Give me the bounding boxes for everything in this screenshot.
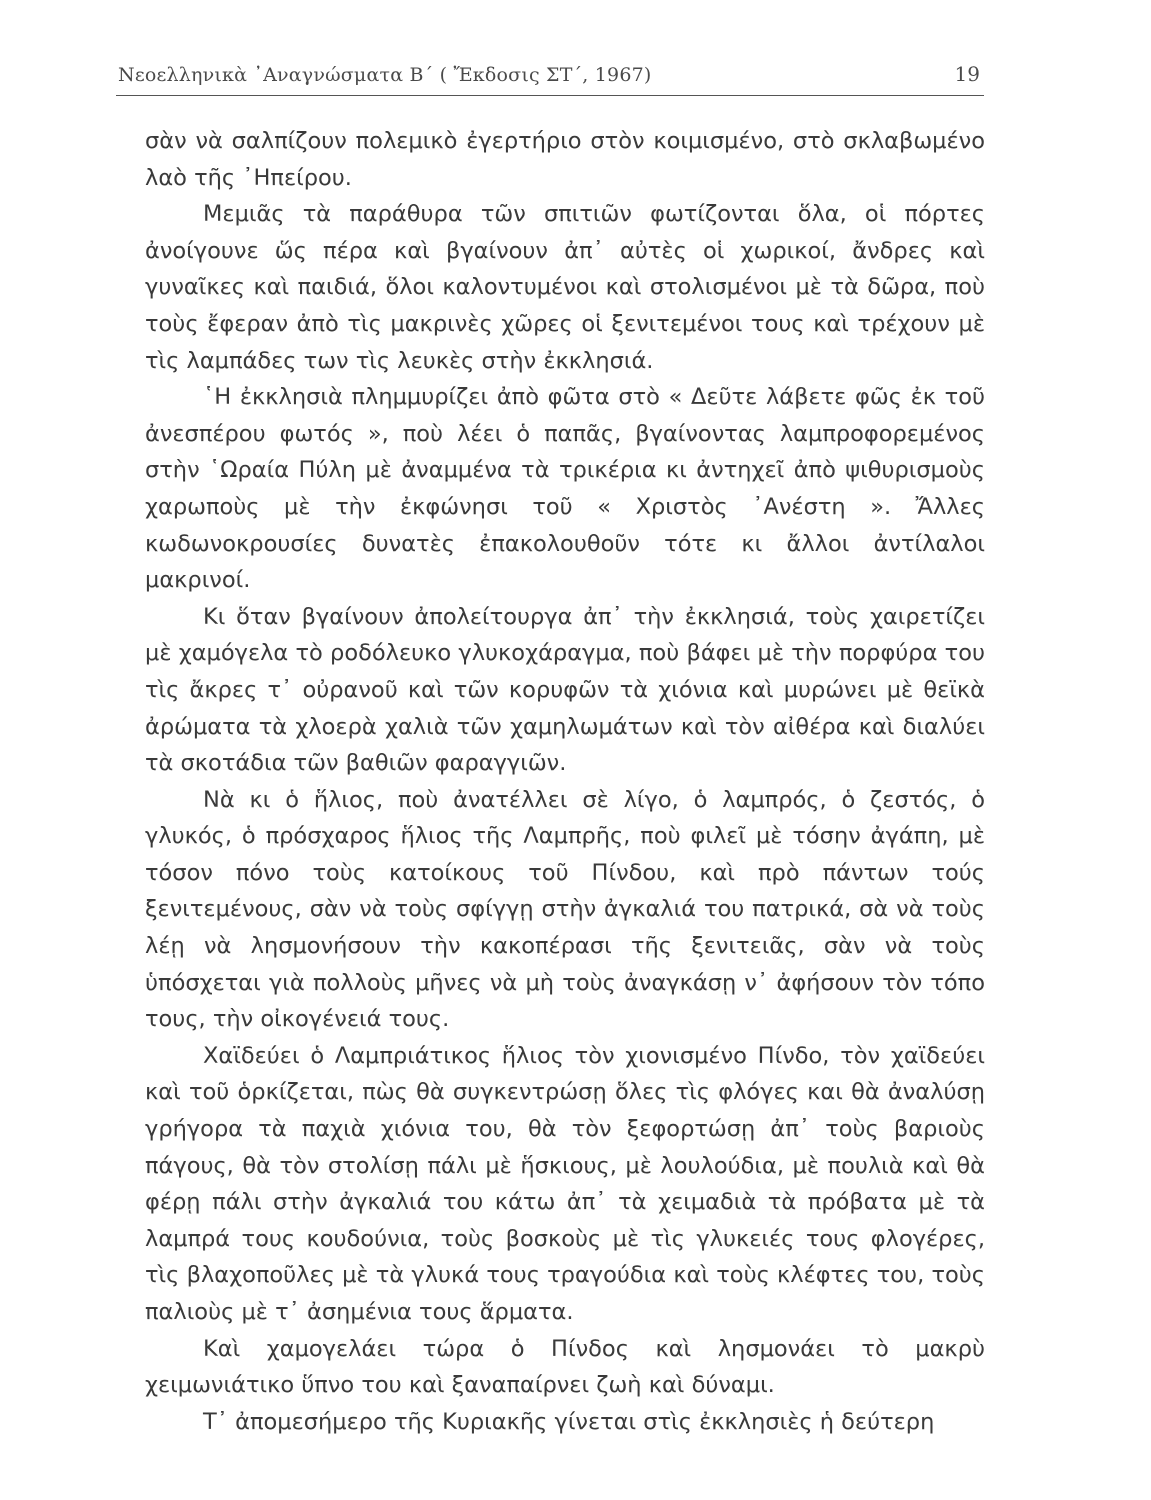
page-number: 19 [954,62,980,86]
paragraph-5: Νὰ κι ὁ ἥλιος, ποὺ ἀνατέλλει σὲ λίγο, ὁ λαμπρός, ὁ ζεστός, ὁ γλυκός, ὁ πρόσχαρος ἥλιος τῆς Λαμπρῆς, ποὺ φιλεῖ μὲ τόσην ἀγάπη, μὲ τόσον πόνο τοὺς κατοίκους τοῦ Πίνδου, καὶ πρὸ πάντων τούς ξενιτεμένους, σὰν νὰ τοὺς σφίγγῃ στὴν ἀγκαλιά του πατρικά, σὰ νὰ τοὺς λέῃ νὰ λησμονήσουν τὴν κακοπέρασι τῆς ξενιτειᾶς, σὰν νὰ τοὺς ὑπόσχεται γιὰ πολλοὺς μῆνες νὰ μὴ τοὺς ἀναγκάσῃ ν᾿ ἀφήσουν τὸν τόπο τους, τὴν οἰκογένειά τους. [145,786,985,1033]
paragraph-6: Χαϊδεύει ὁ Λαμπριάτικος ἥλιος τὸν χιονισμένο Πίνδο, τὸν χαϊδεύει καὶ τοῦ ὁρκίζεται, πὼς θὰ συγκεντρώσῃ ὅλες τὶς φλόγες και θὰ ἀναλύσῃ γρήγορα τὰ παχιὰ χιόνια του, θὰ τὸν ξεφορτώσῃ ἀπ᾿ τοὺς βαριοὺς πάγους, θὰ τὸν στολίσῃ πάλι μὲ ἥσκιους, μὲ λουλούδια, μὲ πουλιὰ καὶ θὰ φέρῃ πάλι στὴν ἀγκαλιά του κάτω ἀπ᾿ τὰ χειμαδιὰ τὰ πρόβατα μὲ τὰ λαμπρά τους κουδούνια, τοὺς βοσκοὺς μὲ τὶς γλυκειές τους φλογέρες, τὶς βλαχοποῦλες μὲ τὰ γλυκά τους τραγούδια καὶ τοὺς κλέφτες του, τοὺς παλιοὺς μὲ τ᾿ ἀσημένια τους ἅρματα. [145,1042,985,1325]
body-text [145,123,985,1440]
running-header-title: Νεοελληνικὰ ᾿Αναγνώσματα Β΄ ( Ἔκδοσις ΣΤ΄, 1967) [118,64,652,86]
header-divider [116,95,984,96]
running-header [118,62,984,92]
paragraph-7: Καὶ χαμογελάει τώρα ὁ Πίνδος καὶ λησμονάει τὸ μακρὺ χειμωνιάτικο ὕπνο του καὶ ξαναπαίρνει ζωὴ καὶ δύναμι. [145,1335,985,1399]
paragraph-4: Κι ὅταν βγαίνουν ἀπολείτουργα ἀπ᾿ τὴν ἐκκλησιά, τοὺς χαιρετίζει μὲ χαμόγελα τὸ ροδόλευκο γλυκοχάραγμα, ποὺ βάφει μὲ τὴν πορφύρα του τὶς ἄκρες τ᾿ οὐρανοῦ καὶ τῶν κορυφῶν τὰ χιόνια καὶ μυρώνει μὲ θεϊκὰ ἀρώματα τὰ χλοερὰ χαλιὰ τῶν χαμηλωμάτων καὶ τὸν αἰθέρα καὶ διαλύει τὰ σκοτάδια τῶν βαθιῶν φαραγγιῶν. [145,603,985,777]
paragraph-1: σὰν νὰ σαλπίζουν πολεμικὸ ἐγερτήριο στὸν κοιμισμένο, στὸ σκλαβωμένο λαὸ τῆς ᾿Ηπείρου. [145,128,985,191]
paragraph-8: Τ᾿ ἀπομεσήμερο τῆς Κυριακῆς γίνεται στὶς ἐκκλησιὲς ἡ δεύτερη [203,1408,935,1435]
paragraph-3: ῾Η ἐκκλησιὰ πλημμυρίζει ἀπὸ φῶτα στὸ « Δεῦτε λάβετε φῶς ἐκ τοῦ ἀνεσπέρου φωτός », ποὺ λέει ὁ παπᾶς, βγαίνοντας λαμπροφορεμένος στὴν ῾Ωραία Πύλη μὲ ἀναμμένα τὰ τρικέρια κι ἀντηχεῖ ἀπὸ ψιθυρισμοὺς χαρωποὺς μὲ τὴν ἐκφώνησι τοῦ « Χριστὸς ᾿Ανέστη ». Ἄλλες κωδωνοκρουσίες δυνατὲς ἐπακολουθοῦν τότε κι ἄλλοι ἀντίλαλοι μακρινοί. [145,384,985,594]
paragraph-2: Μεμιᾶς τὰ παράθυρα τῶν σπιτιῶν φωτίζονται ὅλα, οἱ πόρτες ἀνοίγουνε ὥς πέρα καὶ βγαίνουν ἀπ᾿ αὐτὲς οἱ χωρικοί, ἄνδρες καὶ γυναῖκες καὶ παιδιά, ὅλοι καλοντυμένοι καὶ στολισμένοι μὲ τὰ δῶρα, ποὺ τοὺς ἔφεραν ἀπὸ τὶς μακρινὲς χῶρες οἱ ξενιτεμένοι τους καὶ τρέχουν μὲ τὶς λαμπάδες των τὶς λευκὲς στὴν ἐκκλησιά. [145,201,985,374]
